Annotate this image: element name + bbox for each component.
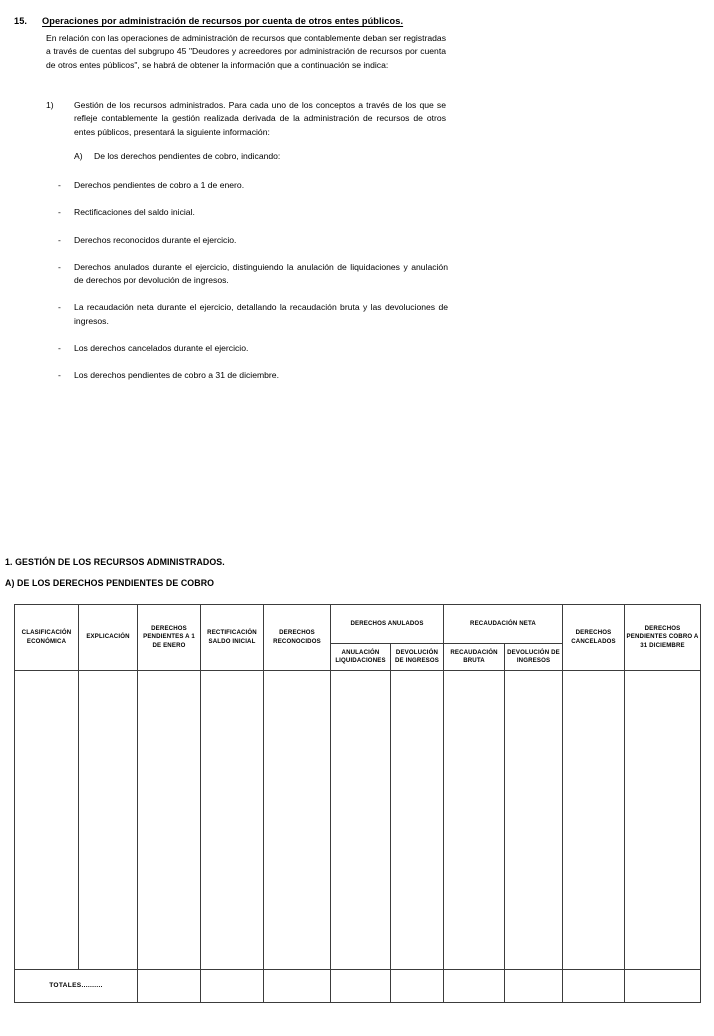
list-item (58, 261, 448, 288)
section-heading (14, 16, 704, 26)
col-header-devolucion-de-ingresos-recaudacion: DEVOLUCIÓN DE INGRESOS (505, 644, 563, 671)
col-header-rectificacion-saldo-inicial: RECTIFICACIÓN SALDO INICIAL (201, 605, 264, 671)
cell-derechos-pendientes-1-enero[interactable] (138, 671, 201, 970)
col-header-derechos-pendientes-31-diciembre: DERECHOS PENDIENTES COBRO A 31 DICIEMBRE (625, 605, 701, 671)
list-item-a (74, 150, 454, 163)
table-header-row-top (15, 605, 701, 644)
list-item (58, 301, 448, 328)
bullet-text: Derechos anulados durante el ejercicio, distinguiendo la anulación de liquidaciones y anulación de derechos por devolución de ingresos. (74, 261, 448, 286)
cell-rectificacion-saldo-inicial[interactable] (201, 671, 264, 970)
list-item (58, 342, 448, 355)
list-item (58, 369, 448, 382)
cell-explicacion[interactable] (79, 671, 138, 970)
intro-paragraph: En relación con las operaciones de administración de recursos que contablemente deban ser registradas a través de cuentas del subgrupo 45 "Deudores y acreedores por administración de recursos por cuenta de otros entes públicos", se habrá de obtener la información que a continuación se indica: (46, 33, 446, 70)
col-header-recaudacion-neta: RECAUDACIÓN NETA (444, 605, 563, 644)
dash-bullet-icon: - (58, 207, 61, 218)
table-row (15, 671, 701, 970)
dash-bullet-icon: - (58, 180, 61, 190)
cell-derechos-pendientes-31-diciembre[interactable] (625, 671, 701, 970)
section-title: Operaciones por administración de recursos por cuenta de otros entes públicos. (42, 16, 404, 26)
totals-derechos-pendientes-31-diciembre[interactable] (625, 970, 701, 1003)
col-header-explicacion: EXPLICACIÓN (79, 605, 138, 671)
col-header-derechos-reconocidos: DERECHOS RECONOCIDOS (264, 605, 331, 671)
bullet-text: Los derechos pendientes de cobro a 31 de diciembre. (74, 370, 279, 381)
totals-devolucion-de-ingresos-anuladas[interactable] (391, 970, 444, 1003)
list-item (58, 234, 448, 247)
table-totals-row (15, 970, 701, 1003)
col-header-anulacion-liquidaciones: ANULACIÓN LIQUIDACIONES (331, 644, 391, 671)
totals-derechos-reconocidos[interactable] (264, 970, 331, 1003)
totals-label: TOTALES.......... (15, 970, 138, 1003)
totals-derechos-pendientes-1-enero[interactable] (138, 970, 201, 1003)
col-header-devolucion-de-ingresos-anuladas: DEVOLUCIÓN DE INGRESOS (391, 644, 444, 671)
cell-derechos-reconocidos[interactable] (264, 671, 331, 970)
cell-clasificacion-economica[interactable] (15, 671, 79, 970)
dash-bullet-icon: - (58, 302, 61, 313)
cell-anulacion-liquidaciones[interactable] (331, 671, 391, 970)
dash-bullet-icon: - (58, 343, 61, 354)
bullet-text: Derechos reconocidos durante el ejercicio. (74, 234, 237, 245)
bullet-text: La recaudación neta durante el ejercicio, detallando la recaudación bruta y las devoluciones de ingresos. (74, 302, 448, 326)
col-header-derechos-anulados: DERECHOS ANULADOS (331, 605, 444, 644)
bullet-text: Rectificaciones del saldo inicial. (74, 207, 195, 218)
list-item-1 (46, 99, 446, 139)
totals-derechos-cancelados[interactable] (563, 970, 625, 1003)
cell-derechos-cancelados[interactable] (563, 671, 625, 970)
totals-rectificacion-saldo-inicial[interactable] (201, 970, 264, 1003)
cell-devolucion-de-ingresos-anuladas[interactable] (391, 671, 444, 970)
form-heading-gestion: 1. GESTIÓN DE LOS RECURSOS ADMINISTRADOS. (5, 557, 225, 567)
bullet-list (58, 179, 448, 397)
totals-recaudacion-bruta[interactable] (444, 970, 505, 1003)
derechos-pendientes-table (14, 604, 701, 1003)
list-item-1-marker: 1) (46, 100, 54, 110)
dash-bullet-icon: - (58, 234, 61, 245)
totals-anulacion-liquidaciones[interactable] (331, 970, 391, 1003)
dash-bullet-icon: - (58, 370, 61, 381)
col-header-derechos-cancelados: DERECHOS CANCELADOS (563, 605, 625, 671)
list-item-a-text: De los derechos pendientes de cobro, indicando: (94, 151, 281, 161)
section-number: 15. (14, 16, 28, 26)
dash-bullet-icon: - (58, 261, 61, 272)
list-item (58, 206, 448, 219)
totals-devolucion-de-ingresos-recaudacion[interactable] (505, 970, 563, 1003)
col-header-clasificacion-economica: CLASIFICACIÓN ECONÓMICA (15, 605, 79, 671)
list-item-a-marker: A) (74, 151, 83, 161)
cell-devolucion-de-ingresos-recaudacion[interactable] (505, 671, 563, 970)
bullet-text: Derechos pendientes de cobro a 1 de enero. (74, 180, 245, 190)
list-item (58, 179, 448, 192)
col-header-recaudacion-bruta: RECAUDACIÓN BRUTA (444, 644, 505, 671)
cell-recaudacion-bruta[interactable] (444, 671, 505, 970)
form-heading-derechos: A) DE LOS DERECHOS PENDIENTES DE COBRO (5, 578, 215, 588)
list-item-1-text: Gestión de los recursos administrados. Para cada uno de los conceptos a través de los que se refleje contablemente la gestión realizada derivada de la administración de recursos de otros entes públicos, presentará la siguiente información: (74, 100, 446, 137)
bullet-text: Los derechos cancelados durante el ejercicio. (74, 343, 249, 354)
col-header-derechos-pendientes-1-enero: DERECHOS PENDIENTES A 1 DE ENERO (138, 605, 201, 671)
derechos-pendientes-table-wrap (14, 604, 700, 1003)
